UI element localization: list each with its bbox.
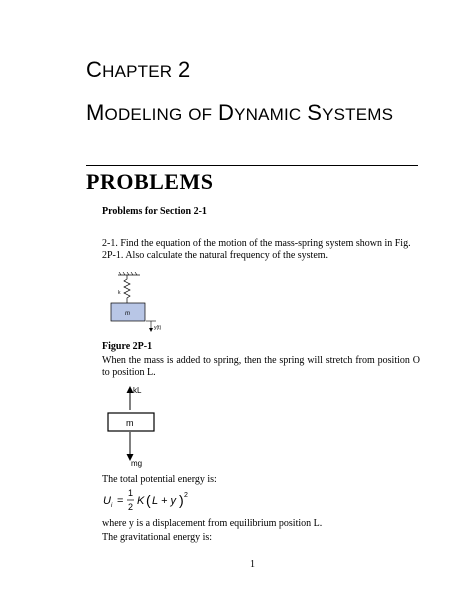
top-force-label: kL	[133, 386, 142, 395]
ceiling-hatch	[119, 272, 137, 275]
eq-equals: =	[117, 495, 124, 507]
mass-label: m	[125, 311, 130, 317]
eq-paren-close: )	[179, 492, 184, 508]
eq-exponent: 2	[184, 492, 188, 499]
chapter-title: MODELING OF DYNAMIC SYSTEMS	[86, 100, 394, 125]
free-body-diagram	[100, 382, 170, 472]
explanation-text: When the mass is added to spring, then the spring will stretch from position O to position L.	[102, 355, 420, 378]
eq-coefficient: K	[137, 495, 145, 507]
page-number: 1	[250, 559, 255, 570]
free-body-mass-label: m	[126, 418, 134, 428]
potential-energy-equation	[100, 488, 210, 516]
horizontal-rule	[86, 165, 418, 166]
gravitational-energy-label: The gravitational energy is:	[102, 532, 213, 543]
spring-label: k	[118, 290, 121, 296]
eq-fraction-numerator: 1	[128, 488, 134, 498]
eq-expression: L + y	[152, 495, 176, 507]
figure-caption: Figure 2P-1	[102, 341, 153, 352]
where-text: where y is a displacement from equilibrium position L.	[102, 518, 323, 529]
subsection-heading: Problems for Section 2-1	[102, 206, 207, 217]
displacement-arrowhead	[149, 328, 153, 332]
eq-lhs: U	[103, 495, 111, 507]
mass-spring-figure	[108, 272, 188, 334]
section-title: PROBLEMS	[86, 169, 214, 194]
eq-lhs-subscript: i	[111, 503, 113, 509]
chapter-number-heading: CHAPTER 2	[86, 57, 191, 82]
eq-fraction-denominator: 2	[128, 502, 134, 512]
problem-statement: 2-1. Find the equation of the motion of the mass-spring system shown in Fig. 2P-1. Also calculate the natural frequency of the system.	[102, 238, 411, 261]
spring	[124, 275, 130, 303]
eq-paren-open: (	[146, 492, 151, 508]
displacement-label: y(t)	[154, 325, 162, 331]
potential-energy-label: The total potential energy is:	[102, 474, 217, 485]
bottom-force-label: mg	[131, 459, 143, 468]
